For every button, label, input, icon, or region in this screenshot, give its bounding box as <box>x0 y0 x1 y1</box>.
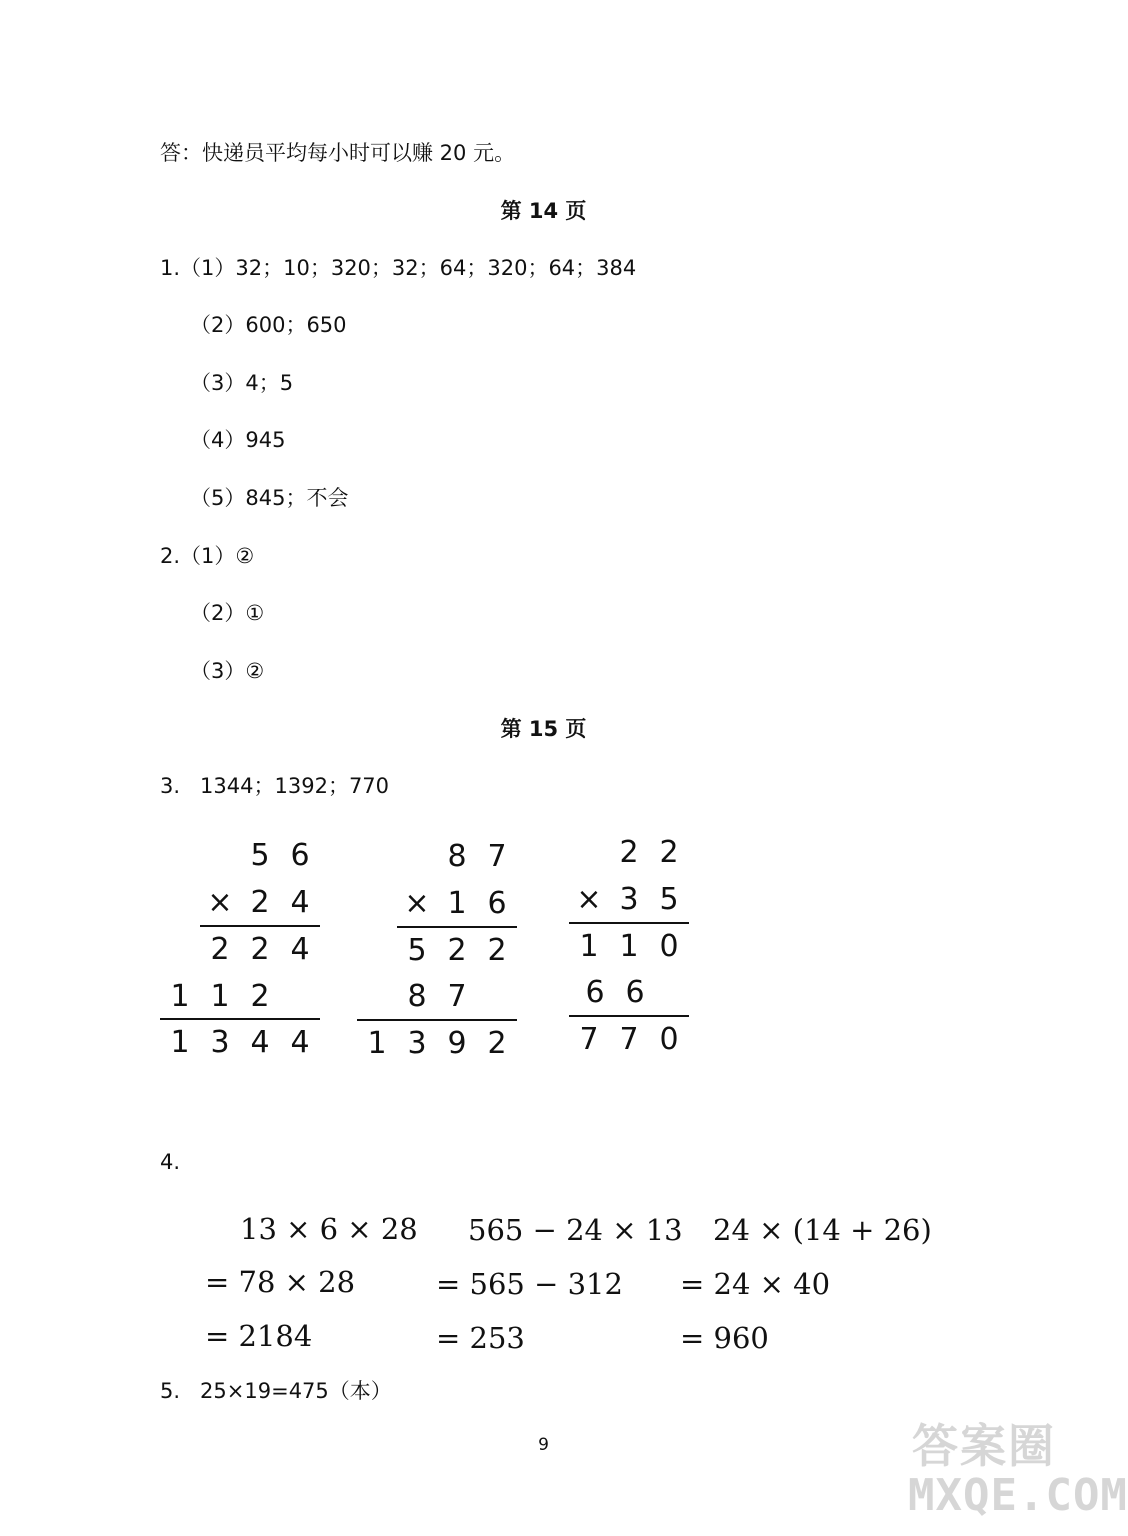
digit: 1 <box>170 979 190 1014</box>
q1-part5: （5）845；不会 <box>190 486 349 510</box>
calc1-step: = 78 × 28 <box>205 1265 356 1299</box>
divider-line <box>357 1019 517 1021</box>
divider-line <box>569 1015 689 1017</box>
calc3-result: = 960 <box>680 1321 769 1355</box>
digit: 7 <box>487 839 507 874</box>
watermark-url: MXQE.COM <box>908 1470 1128 1521</box>
digit: 8 <box>407 979 427 1014</box>
calc2-step: = 565 − 312 <box>436 1267 623 1301</box>
q1-part2: （2）600；650 <box>190 313 347 337</box>
digit: 9 <box>447 1026 467 1061</box>
digit: 1 <box>619 929 639 964</box>
digit: 5 <box>407 933 427 968</box>
digit: 1 <box>367 1026 387 1061</box>
times-sign: × <box>404 886 430 921</box>
watermark-logo-text: 答案圈 <box>912 1419 1056 1473</box>
digit: 2 <box>250 885 270 920</box>
digit: 2 <box>447 933 467 968</box>
q1-part1: 1.（1）32；10；320；32；64；320；64；384 <box>160 256 637 280</box>
answer-line: 答：快递员平均每小时可以赚 20 元。 <box>160 141 516 165</box>
section-heading-page-15: 第 15 页 <box>500 717 587 741</box>
digit: 4 <box>290 885 310 920</box>
q1-part4: （4）945 <box>190 428 286 452</box>
digit: 5 <box>250 838 270 873</box>
calc3-expression: 24 × (14 + 26) <box>713 1213 932 1247</box>
digit: 1 <box>579 929 599 964</box>
digit: 8 <box>447 839 467 874</box>
page-number: 9 <box>538 1435 549 1455</box>
digit: 4 <box>250 1025 270 1060</box>
calc1-result: = 2184 <box>205 1319 313 1353</box>
digit: 0 <box>659 1022 679 1057</box>
q2-part2: （2）① <box>190 601 265 625</box>
digit: 4 <box>290 932 310 967</box>
digit: 2 <box>487 1026 507 1061</box>
digit: 1 <box>170 1025 190 1060</box>
digit: 7 <box>579 1022 599 1057</box>
digit: 2 <box>487 933 507 968</box>
q5-answer: 5. 25×19=475（本） <box>160 1379 392 1403</box>
calc3-step: = 24 × 40 <box>680 1267 831 1301</box>
divider-line <box>397 926 517 928</box>
divider-line <box>200 925 320 927</box>
times-sign: × <box>576 882 602 917</box>
q3-answers: 3. 1344；1392；770 <box>160 774 390 798</box>
digit: 2 <box>659 835 679 870</box>
digit: 1 <box>210 979 230 1014</box>
digit: 4 <box>290 1025 310 1060</box>
q2-part3: （3）② <box>190 659 265 683</box>
q1-part3: （3）4；5 <box>190 371 294 395</box>
q4-label: 4. <box>160 1150 181 1174</box>
times-sign: × <box>207 885 233 920</box>
calc2-expression: 565 − 24 × 13 <box>468 1213 683 1247</box>
digit: 6 <box>290 838 310 873</box>
digit: 1 <box>447 886 467 921</box>
section-heading-page-14: 第 14 页 <box>500 199 587 223</box>
q2-part1: 2.（1）② <box>160 544 255 568</box>
digit: 7 <box>619 1022 639 1057</box>
divider-line <box>569 922 689 924</box>
digit: 2 <box>210 932 230 967</box>
digit: 2 <box>619 835 639 870</box>
digit: 6 <box>625 975 645 1010</box>
calc1-expression: 13 × 6 × 28 <box>240 1212 418 1246</box>
digit: 3 <box>619 882 639 917</box>
digit: 3 <box>210 1025 230 1060</box>
digit: 6 <box>487 886 507 921</box>
digit: 6 <box>585 975 605 1010</box>
digit: 3 <box>407 1026 427 1061</box>
digit: 7 <box>447 979 467 1014</box>
calc2-result: = 253 <box>436 1321 525 1355</box>
digit: 0 <box>659 929 679 964</box>
digit: 2 <box>250 979 270 1014</box>
digit: 2 <box>250 932 270 967</box>
divider-line <box>160 1018 320 1020</box>
digit: 5 <box>659 882 679 917</box>
